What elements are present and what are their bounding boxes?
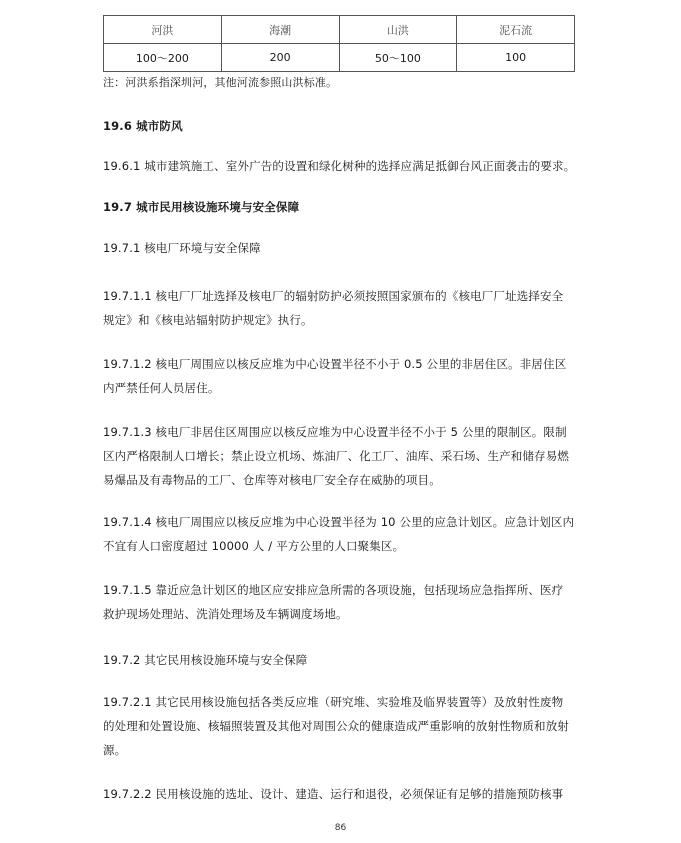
table-row [104, 44, 575, 72]
table-header-cell: 海潮 [221, 16, 339, 44]
paragraph-line: 区内严格限制人口增长；禁止设立机场、炼油厂、化工厂、油库、采石场、生产和储存易燃 [103, 449, 569, 463]
paragraph-19-7-1-1 [103, 284, 588, 332]
paragraph-line: 19.7.1.1 核电厂厂址选择及核电厂的辐射防护必须按照国家颁布的《核电厂厂址选择安全 [103, 289, 564, 303]
paragraph-19-7-1-4 [103, 510, 588, 558]
paragraph-line: 19.7.2.1 其它民用核设施包括各类反应堆（研究堆、实验堆及临界装置等）及放射性废物 [103, 695, 564, 709]
table-cell: 100 [457, 44, 575, 72]
paragraph-line: 内严禁任何人员居住。 [103, 381, 220, 395]
section-heading-19-6: 19.6 城市防风 [103, 119, 183, 133]
table-cell: 100～200 [104, 44, 222, 72]
paragraph-line: 19.7.1.3 核电厂非居住区周围应以核反应堆为中心设置半径不小于 5 公里的限制区。限制 [103, 425, 567, 439]
paragraph-line: 规定》和《核电站辐射防护规定》执行。 [103, 313, 313, 327]
table-cell: 200 [221, 44, 339, 72]
paragraph-19-7-2-2 [103, 782, 588, 806]
paragraph-line: 救护现场处理站、洗消处理场及车辆调度场地。 [103, 607, 348, 621]
paragraph-line: 19.7.1.4 核电厂周围应以核反应堆为中心设置半径为 10 公里的应急计划区。应急计划区内 [103, 515, 575, 529]
paragraph-line: 19.7.1.5 靠近应急计划区的地区应安排应急所需的各项设施，包括现场应急指挥所、医疗 [103, 583, 564, 597]
paragraph-line: 19.7.2.2 民用核设施的选址、设计、建造、运行和退役，必须保证有足够的措施预防核事 [103, 787, 564, 801]
paragraph-line: 易爆品及有毒物品的工厂、仓库等对核电厂安全存在威胁的项目。 [103, 473, 441, 487]
table-header-cell: 河洪 [104, 16, 222, 44]
paragraph-19-6-1: 19.6.1 城市建筑施工、室外广告的设置和绿化树种的选择应满足抵御台风正面袭击的要求。 [103, 159, 576, 173]
subsection-title-19-7-2: 19.7.2 其它民用核设施环境与安全保障 [103, 653, 308, 667]
table-header-cell: 泥石流 [457, 16, 575, 44]
subsection-title-19-7-1: 19.7.1 核电厂环境与安全保障 [103, 241, 261, 255]
flood-standard-table [103, 15, 575, 72]
paragraph-line: 不宜有人口密度超过 10000 人 / 平方公里的人口聚集区。 [103, 539, 405, 553]
paragraph-19-7-1-2 [103, 352, 588, 400]
section-heading-19-7: 19.7 城市民用核设施环境与安全保障 [103, 200, 300, 214]
table-header-row [104, 16, 575, 44]
paragraph-line: 的处理和处置设施、核辐照装置及其他对周围公众的健康造成严重影响的放射性物质和放射 [103, 719, 569, 733]
paragraph-19-7-1-3 [103, 420, 588, 492]
table-header-cell: 山洪 [339, 16, 457, 44]
paragraph-line: 源。 [103, 743, 127, 757]
page-number: 86 [334, 823, 347, 833]
paragraph-line: 19.7.1.2 核电厂周围应以核反应堆为中心设置半径不小于 0.5 公里的非居住区。非居住区 [103, 357, 567, 371]
table-cell: 50～100 [339, 44, 457, 72]
paragraph-19-7-2-1 [103, 690, 588, 762]
paragraph-19-7-1-5 [103, 578, 588, 626]
table-note: 注：河洪系指深圳河，其他河流参照山洪标准。 [103, 76, 338, 89]
